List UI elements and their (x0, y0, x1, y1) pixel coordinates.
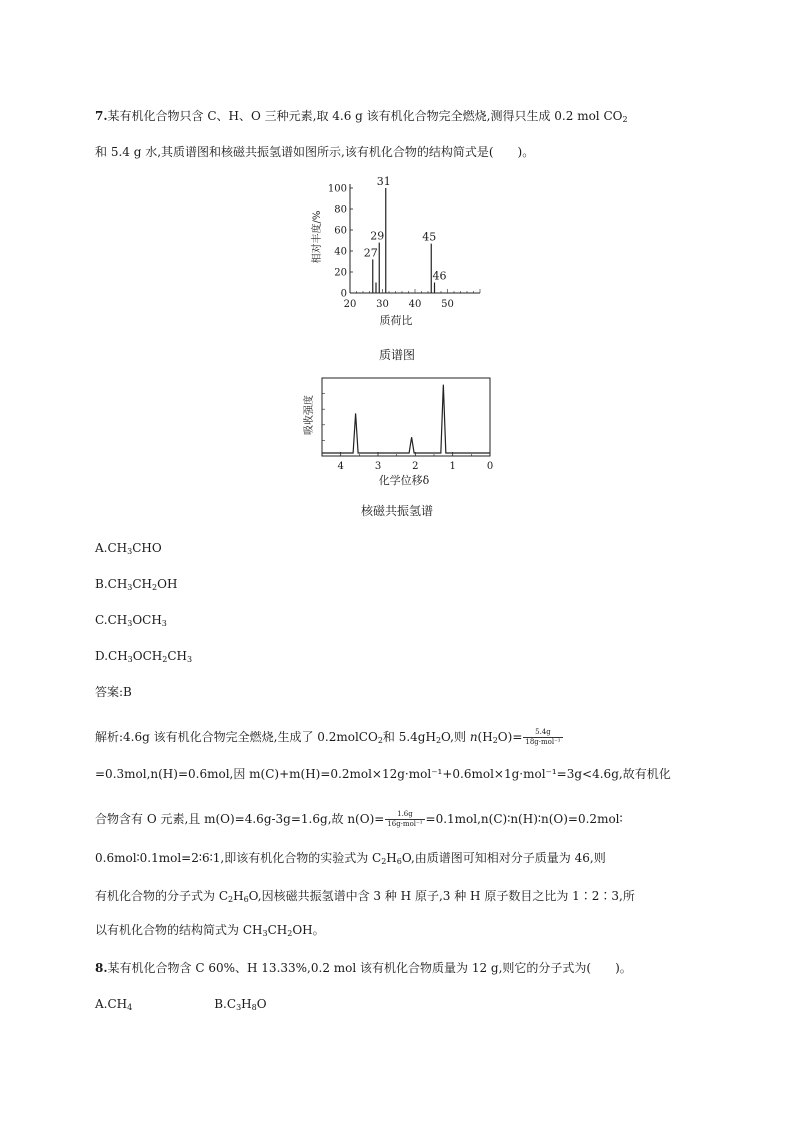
ms-y-tick-label: 60 (334, 225, 347, 237)
q7-line-2: 和 5.4 g 水,其质谱图和核磁共振氢谱如图所示,该有机化合物的结构简式是( )。 (95, 145, 535, 159)
analysis-line-1: 解析:4.6g 该有机化合物完全燃烧,生成了 0.2molCO$_2$和 $5.4gH_2O$,则 $n(H_2O)=$ $\frac{5.4g}{\text{18g·mol⁻¹}}$ (95, 728, 561, 746)
ms-x-tick-label: 50 (441, 299, 454, 310)
ms-y-tick-label: 100 (327, 183, 347, 195)
analysis-line-4: 0.6mol∶0.1mol=2∶6∶1,即该有机化合物的实验式为 $C_2H_6O$,由质谱图可知相对分子质量为 46,则 (95, 851, 606, 866)
analysis-line-5: 有机化合物的分子式为 $C_2H_6O$,因核磁共振氢谱中含 3 种 H 原子,3 种 H 原子数目之比为 1∶2∶3,所 (95, 889, 635, 904)
ms-y-tick-label: 80 (334, 204, 347, 216)
ms-y-tick-label: 0 (340, 288, 347, 300)
ms-y-tick-label: 20 (334, 267, 347, 279)
fraction-1: $\frac{5.4g}{\text{18g·mol⁻¹}}$ (525, 728, 561, 746)
mass-spectrum-caption: 质谱图 (378, 348, 415, 362)
q8-line: 8.某有机化合物含 C 60%、H 13.33%,0.2 mol 该有机化合物质量为 12 g,则它的分子式为( )。 (95, 961, 632, 975)
option-b: $B.CH_3CH_2OH$ (95, 577, 178, 592)
ms-peak-label: 29 (370, 229, 385, 243)
q7-number: 7. (95, 109, 108, 123)
q7-line-1: 7.某有机化合物只含 C、H、O 三种元素,取 4.6 g 该有机化合物完全燃烧,测得只生成 0.2 mol $CO_2$ (95, 109, 628, 124)
ms-x-tick-label: 40 (408, 299, 422, 310)
option-c: $C.CH_3OCH_3$ (95, 613, 167, 628)
analysis-line-2: =0.3mol,n(H)=0.6mol,因 m(C)+m(H)=0.2mol×12g·mol⁻¹+0.6mol×1g·mol⁻¹=3g<4.6g,故有机化 (95, 767, 671, 781)
ms-x-tick-label: 20 (343, 299, 357, 310)
nmr-caption: 核磁共振氢谱 (360, 504, 433, 518)
q8-option-b: $B.C_3H_8O$ (214, 997, 267, 1012)
nmr-x-tick-label: 4 (337, 461, 344, 472)
q8-number: 8. (95, 961, 108, 975)
ms-peak-label: 45 (422, 230, 437, 244)
nmr-x-tick-label: 0 (486, 461, 494, 472)
fraction-2: $\frac{1.6g}{\text{16g·mol⁻¹}}$ (387, 810, 423, 828)
ms-peak-label: 31 (376, 175, 391, 188)
nmr-y-axis-label: 吸收强度 (304, 395, 315, 435)
analysis-line-6: 以有机化合物的结构简式为 $CH_3CH_2OH$。 (95, 923, 325, 938)
ms-x-axis-label: 质荷比 (379, 314, 413, 327)
nmr-spectrum-line (322, 385, 490, 453)
ms-peak-label: 46 (432, 269, 447, 283)
ms-peak-label: 27 (363, 246, 378, 260)
answer: 答案:B (95, 685, 132, 699)
nmr-x-axis-label: 化学位移δ (378, 474, 430, 487)
option-d: $D.CH_3OCH_2CH_3$ (95, 649, 193, 664)
q8-option-a: $A.CH_4$ (95, 997, 133, 1012)
nmr-frame (322, 378, 490, 456)
nmr-x-tick-label: 3 (374, 461, 382, 472)
mass-spectrum-chart (300, 172, 500, 332)
analysis-line-3: 合物含有 O 元素,且 m(O)=4.6g-3g=1.6g,故 n(O)= $\frac{1.6g}{\text{16g·mol⁻¹}}$ =0.1mol,n(C)∶n(H)∶n(O)=0.2mol∶ (95, 810, 623, 828)
nmr-x-tick-label: 1 (449, 461, 456, 472)
nmr-chart (300, 370, 500, 490)
nmr-x-tick-label: 2 (412, 461, 419, 472)
option-a: $A.CH_3CHO$ (95, 541, 162, 556)
q8-options (95, 996, 267, 1012)
ms-y-axis-label: 相对丰度/% (312, 210, 323, 264)
ms-y-tick-label: 40 (334, 246, 347, 258)
ms-x-tick-label: 30 (376, 299, 389, 310)
